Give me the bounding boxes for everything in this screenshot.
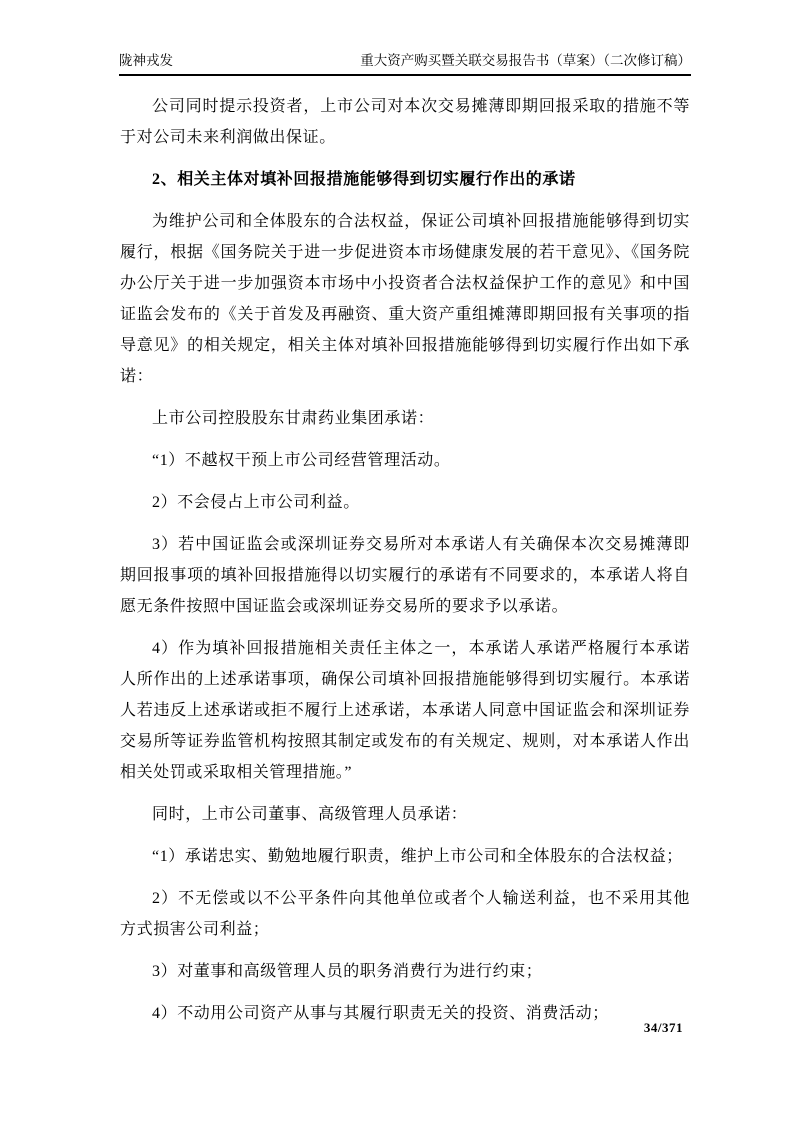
paragraph: 2）不无偿或以不公平条件向其他单位或者个人输送利益，也不采用其他方式损害公司利益；	[120, 890, 690, 938]
paragraph: 4）不动用公司资产从事与其履行职责无关的投资、消费活动；	[152, 1005, 609, 1022]
paragraph: “1）承诺忠实、勤勉地履行职责，维护上市公司和全体股东的合法权益；	[152, 848, 683, 865]
paragraph: 3）若中国证监会或深圳证券交易所对本承诺人有关确保本次交易摊薄即期回报事项的填补回报措施得以切实履行的承诺有不同要求的，本承诺人将自愿无条件按照中国证监会或深圳证券交易所的要求予以承诺。	[120, 536, 690, 615]
paragraph: 同时，上市公司董事、高级管理人员承诺：	[152, 806, 468, 823]
paragraph: 为维护公司和全体股东的合法权益，保证公司填补回报措施能够得到切实履行，根据《国务院关于进一步促进资本市场健康发展的若干意见》、《国务院办公厅关于进一步加强资本市场中小投资者合法权益保护工作的意见》和中国证监会发布的《关于首发及再融资、重大资产重组摊薄即期回报有关事项的指导意见》的相关规定，相关主体对填补回报措施能够得到切实履行作出如下承诺：	[120, 213, 690, 385]
header-report-title: 重大资产购买暨关联交易报告书（草案）（二次修订稿）	[360, 53, 691, 68]
page-number: 34/371	[643, 1020, 683, 1035]
paragraph: “1）不越权干预上市公司经营管理活动。	[152, 452, 451, 469]
paragraph: 2）不会侵占上市公司利益。	[152, 494, 360, 511]
paragraph: 3）对董事和高级管理人员的职务消费行为进行约束；	[152, 963, 543, 980]
document-body	[120, 91, 690, 1040]
section-heading: 2、相关主体对填补回报措施能够得到切实履行作出的承诺	[152, 171, 576, 188]
paragraph: 上市公司控股股东甘肃药业集团承诺：	[152, 410, 435, 427]
paragraph: 4）作为填补回报措施相关责任主体之一，本承诺人承诺严格履行本承诺人所作出的上述承诺事项，确保公司填补回报措施能够得到切实履行。本承诺人若违反上述承诺或拒不履行上述承诺，本承诺人同意中国证监会和深圳证券交易所等证券监管机构按照其制定或发布的有关规定、规则，对本承诺人作出相关处罚或采取相关管理措施。”	[120, 640, 690, 781]
paragraph: 公司同时提示投资者，上市公司对本次交易摊薄即期回报采取的措施不等于对公司未来利润做出保证。	[120, 98, 690, 146]
header-company-name: 陇神戎发	[119, 53, 173, 68]
page-header	[119, 52, 691, 76]
